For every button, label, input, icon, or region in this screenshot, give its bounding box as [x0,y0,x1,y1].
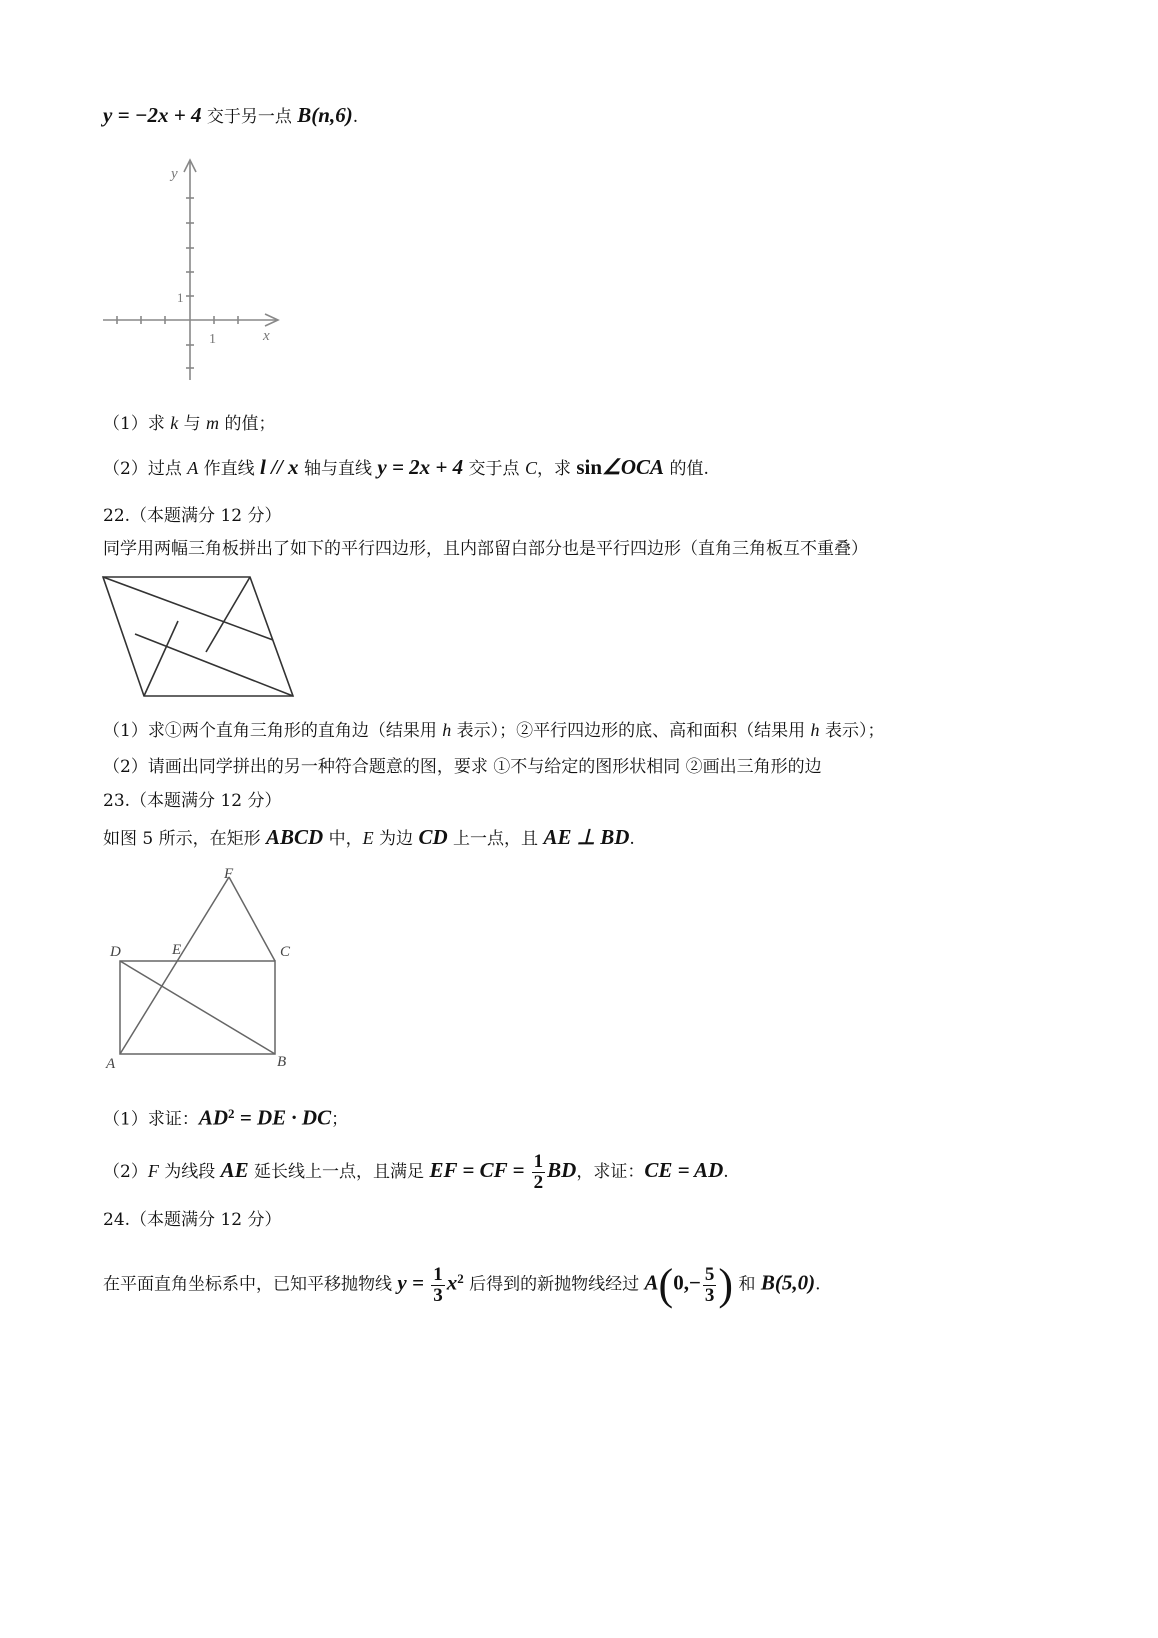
equation: y = −2x + 4 [103,103,202,127]
q22-part2: （2）请画出同学拼出的另一种符合题意的图，要求 ①不与给定的图形状相同 ②画出三角形的边 [103,757,822,777]
q22-intro: 同学用两幅三角板拼出了如下的平行四边形，且内部留白部分也是平行四边形（直角三角板互不重叠） [103,539,868,559]
line-af [120,877,229,1054]
q23-intro: 如图 5 所示，在矩形 ABCD 中，E 为边 CD 上一点，且 AE ⊥ BD. [103,825,635,849]
y-tick-label: 1 [177,290,184,305]
q23-part1: （1）求证：$AD^2$ = DE · DC； [103,1105,349,1130]
q23-header: 23.（本题满分 12 分） [103,791,282,811]
x-axis-label: x [263,328,270,344]
parallelogram-figure [98,572,303,704]
triangle-edge-4 [144,621,178,696]
diagonal-db [120,961,275,1054]
fraction-third: $\frac{1}{3}$ [433,1263,443,1306]
rectangle-figure [100,862,305,1077]
coordinate-graph [95,150,295,385]
line-fc [229,877,275,961]
label-c: C [280,944,291,960]
q23-part2: （2）F 为线段 AE 延长线上一点，且满足 EF = CF = $\frac{1}{2}$ BD，求证：CE = AD. [103,1151,729,1193]
label-f: F [224,866,234,882]
q21-part2: （2）过点 A 作直线 l // x 轴与直线 y = 2x + 4 交于点 C，求 sin∠OCA 的值. [103,455,709,479]
q21-intro: y = −2x + 4 交于另一点 B(n,6). [103,103,359,127]
point-b: B(n,6) [297,103,353,127]
label-b: B [277,1054,287,1070]
q24-header: 24.（本题满分 12 分） [103,1210,282,1230]
y-axis-label: y [171,166,178,182]
label-d: D [110,944,121,960]
triangle-edge-2 [206,577,250,652]
label-e: E [172,942,182,958]
triangle-edge-1 [103,577,273,640]
q21-part1: （1）求 k 与 m 的值； [103,413,276,434]
label-a: A [106,1056,116,1072]
q22-header: 22.（本题满分 12 分） [103,506,282,526]
fraction-five-thirds: $\frac{5}{3}$ [704,1263,715,1306]
q22-part1: （1）求①两个直角三角形的直角边（结果用 h 表示）；②平行四边形的底、高和面积（结果用 h 表示）； [103,720,885,741]
x-tick-label: 1 [209,332,216,347]
fraction-half: $\frac{1}{2}$ [533,1151,544,1193]
q24-intro: 在平面直角坐标系中，已知平移抛物线 y = $\frac{1}{3}$ $x^2$ 后得到的新抛物线经过 A(0,− $\frac{5}{3}$ ) 和 B(5,0). [103,1260,821,1310]
